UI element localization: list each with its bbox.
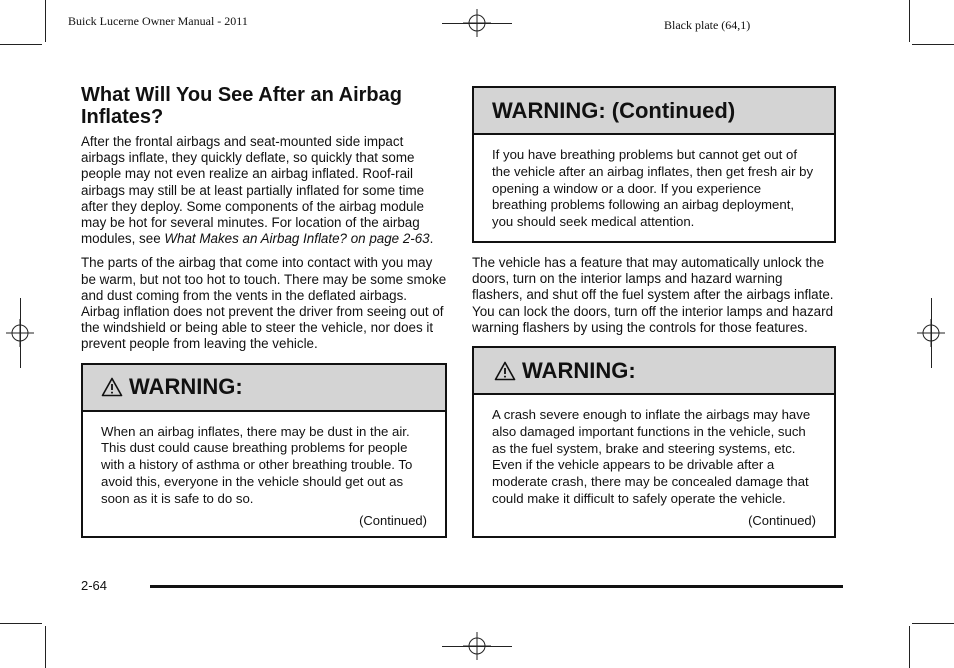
warning-triangle-icon bbox=[101, 377, 123, 397]
body-paragraph: The parts of the airbag that come into contact with you may be warm, but not too hot to touch. There may be some smoke and dust coming from the vents in the deflated airbags. Airbag inflation does not prevent the driver from seeing out of the windshield or being able to steer the vehicle, nor does it prevent people from leaving the vehicle. bbox=[81, 255, 447, 352]
continued-label: (Continued) bbox=[359, 512, 427, 528]
crop-mark bbox=[0, 623, 42, 624]
warning-header bbox=[83, 365, 445, 412]
plate-info-header: Black plate (64,1) bbox=[664, 18, 751, 32]
continued-label: (Continued) bbox=[748, 512, 816, 528]
right-column bbox=[472, 86, 836, 538]
warning-title: WARNING: bbox=[129, 374, 243, 400]
warning-continued-box bbox=[472, 86, 836, 243]
warning-header bbox=[474, 88, 834, 135]
warning-box bbox=[472, 346, 836, 538]
crop-mark bbox=[931, 298, 932, 368]
crop-mark bbox=[45, 626, 46, 668]
warning-box bbox=[81, 363, 447, 538]
body-paragraph: The vehicle has a feature that may automatically unlock the doors, turn on the interior lamps and hazard warning flashers, and shut off the fuel system after the airbags inflate. You can lock the doors, turn off the interior lamps and hazard warning flashers by using the controls for those features. bbox=[472, 254, 834, 335]
crop-mark bbox=[912, 623, 954, 624]
warning-text: If you have breathing problems but cannot get out of the vehicle after an airbag inflates, then get fresh air by opening a window or a door. If you experience breathing problems following an airbag deployment, you should seek medical attention. bbox=[492, 147, 814, 230]
crop-mark bbox=[442, 23, 512, 24]
left-column bbox=[81, 84, 447, 538]
page-number: 2-64 bbox=[81, 578, 108, 593]
crop-mark bbox=[909, 0, 910, 42]
body-paragraph: After the frontal airbags and seat-mounted side impact airbags inflate, they quickly deflate, so quickly that some people may not even realize an airbag inflated. Roof-rail airbags may still be at least partially inflated for some time after they deploy. Some components of the airbag module may be hot for several minutes. For location of the airbag modules, see What Makes an Airbag Inflate? on page 2-63. bbox=[81, 134, 434, 247]
crop-mark bbox=[0, 44, 42, 45]
crop-mark bbox=[912, 44, 954, 45]
warning-title: WARNING: bbox=[522, 357, 636, 383]
crop-mark bbox=[45, 0, 46, 42]
warning-triangle-icon bbox=[494, 361, 516, 381]
footer-rule bbox=[150, 585, 843, 588]
manual-title-header: Buick Lucerne Owner Manual - 2011 bbox=[68, 14, 248, 28]
section-heading: What Will You See After an Airbag Inflates? bbox=[81, 84, 402, 128]
warning-text: A crash severe enough to inflate the airbags may have also damaged important functions in the vehicle, such as the fuel system, brake and steering systems, etc. Even if the vehicle appears to be drivable after a moderate crash, there may be concealed damage that could make it difficult to safely operate the vehicle. bbox=[492, 407, 811, 506]
crop-mark bbox=[442, 646, 512, 647]
warning-title: WARNING: (Continued) bbox=[492, 97, 736, 123]
warning-header bbox=[474, 348, 834, 395]
crop-mark bbox=[20, 298, 21, 368]
warning-text: When an airbag inflates, there may be dust in the air. This dust could cause breathing problems for people with a history of asthma or other breathing trouble. To avoid this, everyone in the vehicle should get out as soon as it is safe to do so. bbox=[101, 423, 413, 506]
page-reference: What Makes an Airbag Inflate? on page 2-63 bbox=[164, 231, 430, 247]
crop-mark bbox=[909, 626, 910, 668]
